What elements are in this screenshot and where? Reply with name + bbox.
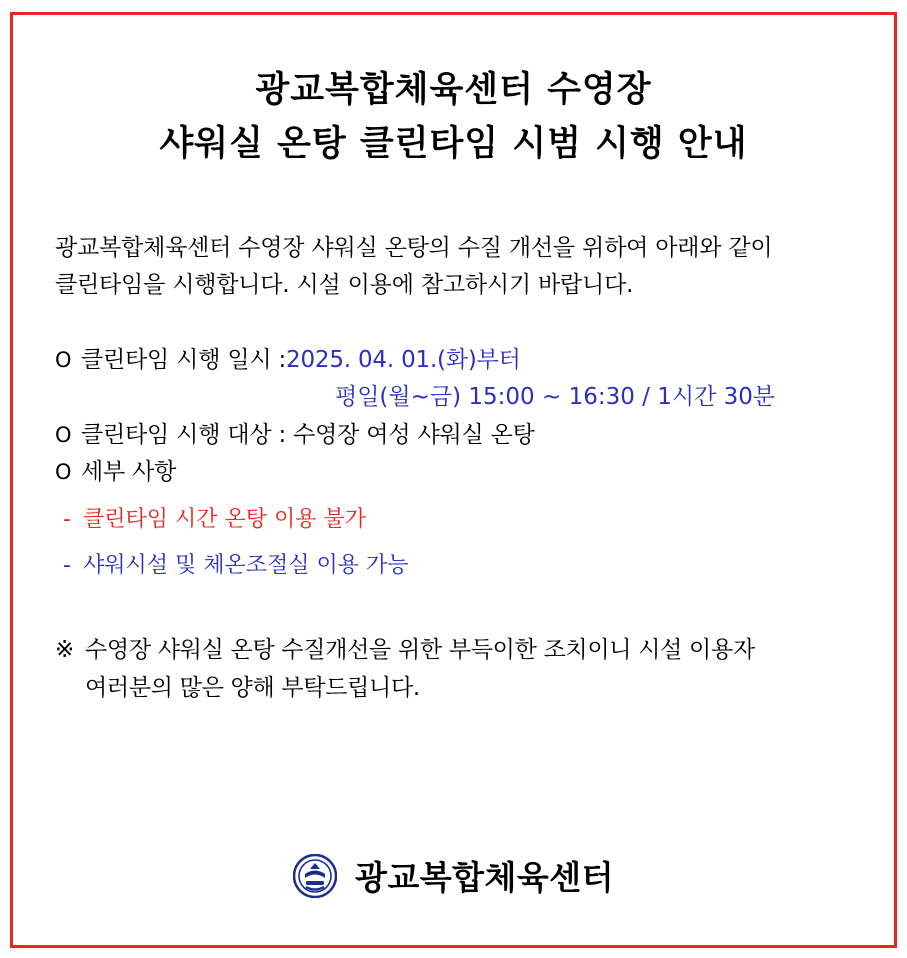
intro-paragraph <box>55 230 852 305</box>
bullet-value-date: 2025. 04. 01.(화)부터 <box>286 347 521 373</box>
bullet-label: 클린타임 시행 일시 : <box>81 347 287 373</box>
note-line-1-wrap <box>55 631 852 669</box>
bullet-list <box>55 342 852 585</box>
note-line-2: 여러분의 많은 양해 부탁드립니다. <box>85 674 420 701</box>
bullet-item-schedule <box>55 342 852 379</box>
detail-text: 클린타임 시간 온탕 이용 불가 <box>83 507 366 532</box>
emblem-icon <box>293 854 337 898</box>
bullet-marker: O <box>55 459 72 484</box>
dash-marker: - <box>63 507 71 532</box>
detail-item-shower-available <box>55 547 852 585</box>
bullet-subline-time <box>55 379 852 416</box>
bullet-subline-text: 평일(월~금) 15:00 ~ 16:30 / 1시간 30분 <box>335 384 776 411</box>
bullet-label: 세부 사항 <box>81 458 177 485</box>
poster-frame <box>10 12 897 948</box>
title-line-2: 샤워실 온탕 클린타임 시범 시행 안내 <box>159 124 748 165</box>
title-line-1: 광교복합체육센터 수영장 <box>255 70 652 110</box>
note-marker: ※ <box>55 636 74 663</box>
detail-item-no-bath <box>55 501 852 539</box>
note-line-1: 수영장 샤워실 온탕 수질개선을 위한 부득이한 조치이니 시설 이용자 <box>85 636 755 663</box>
intro-line-1: 광교복합체육센터 수영장 샤워실 온탕의 수질 개선을 위하여 아래와 같이 <box>55 234 773 261</box>
bullet-item-target <box>55 417 852 454</box>
subline-indent <box>55 379 335 416</box>
dash-marker: - <box>63 552 71 578</box>
intro-line-2: 클린타임을 시행합니다. 시설 이용에 참고하시기 바랍니다. <box>55 271 634 298</box>
bullet-marker: O <box>55 422 72 447</box>
bullet-item-details <box>55 454 852 491</box>
detail-text: 샤워시설 및 체온조절실 이용 가능 <box>83 552 409 578</box>
poster-title <box>55 63 852 172</box>
bullet-marker: O <box>55 348 72 372</box>
organization-name: 광교복합체육센터 <box>354 858 615 897</box>
poster-footer <box>55 852 852 899</box>
note-paragraph <box>55 631 852 707</box>
bullet-label: 클린타임 시행 대상 : 수영장 여성 샤워실 온탕 <box>81 421 535 448</box>
